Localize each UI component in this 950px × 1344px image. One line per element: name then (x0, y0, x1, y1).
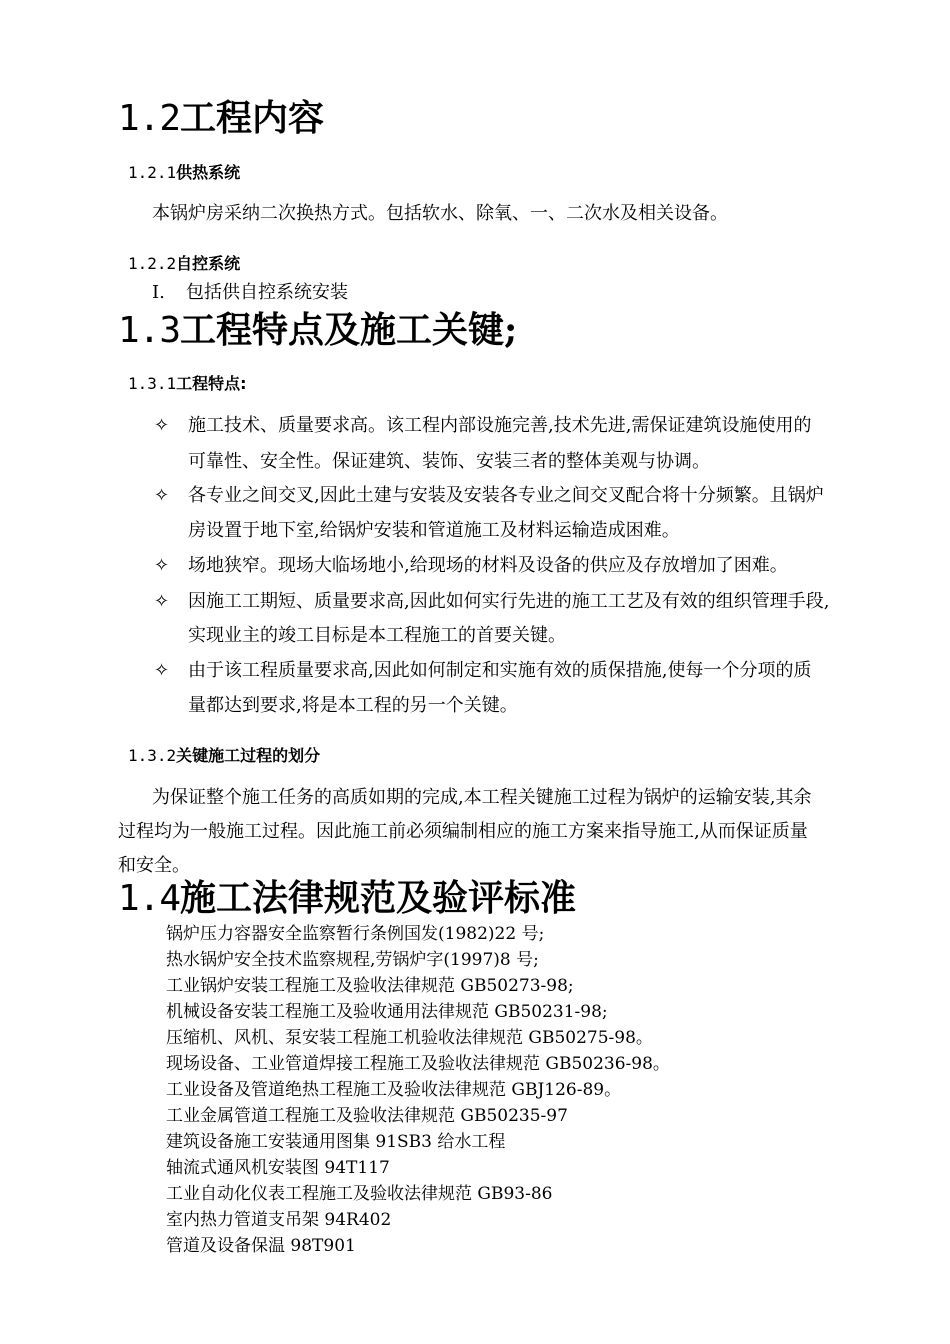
standard-item: 现场设备、工业管道焊接工程施工及验收法律规范 GB50236-98。 (166, 1054, 670, 1074)
list-item-text: 包括供自控系统安装 (186, 282, 348, 303)
section-title: 施工法律规范及验评标准 (180, 877, 577, 919)
section-title: 工程内容 (180, 97, 325, 139)
section-1-3-heading (118, 310, 517, 351)
section-1-4-heading (118, 878, 576, 919)
bullet-line: 房设置于地下室,给锅炉安装和管道施工及材料运输造成困难。 (188, 520, 680, 541)
subsection-number: 1.3.1 (128, 374, 177, 393)
paragraph-line: 过程均为一般施工过程。因此施工前必须编制相应的施工方案来指导施工,从而保证质量 (118, 821, 808, 842)
diamond-bullet-icon: ✧ (154, 591, 170, 612)
standard-item: 工业金属管道工程施工及验收法律规范 GB50235-97 (166, 1106, 568, 1126)
standard-item: 工业设备及管道绝热工程施工及验收法律规范 GBJ126-89。 (166, 1080, 622, 1100)
subsection-1-3-2-heading (128, 746, 320, 766)
paragraph-line: 为保证整个施工任务的高质如期的完成,本工程关键施工过程为锅炉的运输安装,其余 (152, 787, 812, 808)
bullet-line: 各专业之间交叉,因此土建与安装及安装各专业之间交叉配合将十分频繁。且锅炉 (188, 485, 824, 506)
diamond-bullet-icon: ✧ (154, 485, 170, 506)
bullet-line: 实现业主的竣工目标是本工程施工的首要关键。 (188, 625, 566, 646)
subsection-number: 1.2.2 (128, 254, 177, 273)
standard-item: 压缩机、风机、泵安装工程施工机验收法律规范 GB50275-98。 (166, 1028, 653, 1048)
list-marker: I. (152, 282, 165, 303)
standard-item: 轴流式通风机安装图 94T117 (166, 1158, 390, 1178)
paragraph-line: 和安全。 (118, 855, 190, 876)
paragraph-heating: 本锅炉房采纳二次换热方式。包括软水、除氧、一、二次水及相关设备。 (152, 203, 728, 224)
section-number: 1.3 (118, 310, 181, 351)
standard-item: 建筑设备施工安装通用图集 91SB3 给水工程 (166, 1132, 506, 1152)
subsection-title: 自控系统 (176, 254, 241, 273)
subsection-title: 关键施工过程的划分 (176, 746, 321, 765)
bullet-line: 场地狭窄。现场大临场地小,给现场的材料及设备的供应及存放增加了困难。 (188, 555, 788, 576)
section-number: 1.2 (118, 98, 181, 139)
subsection-1-2-1-heading (128, 163, 240, 183)
subsection-number: 1.3.2 (128, 746, 177, 765)
subsection-number: 1.2.1 (128, 163, 177, 182)
standard-item: 管道及设备保温 98T901 (166, 1236, 356, 1256)
bullet-line: 量都达到要求,将是本工程的另一个关键。 (188, 695, 518, 716)
subsection-title: 工程特点: (176, 374, 247, 393)
section-title: 工程特点及施工关键; (180, 309, 518, 351)
bullet-line: 因施工工期短、质量要求高,因此如何实行先进的施工工艺及有效的组织管理手段, (188, 591, 830, 612)
list-item-control (152, 281, 348, 305)
diamond-bullet-icon: ✧ (154, 415, 170, 436)
section-number: 1.4 (118, 878, 181, 919)
bullet-line: 施工技术、质量要求高。该工程内部设施完善,技术先进,需保证建筑设施使用的 (188, 415, 812, 436)
bullet-line: 可靠性、安全性。保证建筑、装饰、安装三者的整体美观与协调。 (188, 451, 710, 472)
standard-item: 机械设备安装工程施工及验收通用法律规范 GB50231-98; (166, 1002, 608, 1022)
standard-item: 工业自动化仪表工程施工及验收法律规范 GB93-86 (166, 1184, 553, 1204)
standard-item: 锅炉压力容器安全监察暂行条例国发(1982)22 号; (166, 924, 545, 944)
standard-item: 室内热力管道支吊架 94R402 (166, 1210, 392, 1230)
subsection-1-2-2-heading (128, 254, 240, 274)
standard-item: 热水锅炉安全技术监察规程,劳锅炉字(1997)8 号; (166, 950, 539, 970)
bullet-line: 由于该工程质量要求高,因此如何制定和实施有效的质保措施,使每一个分项的质 (188, 660, 812, 681)
diamond-bullet-icon: ✧ (154, 555, 170, 576)
standard-item: 工业锅炉安装工程施工及验收法律规范 GB50273-98; (166, 976, 574, 996)
subsection-1-3-1-heading (128, 374, 247, 394)
diamond-bullet-icon: ✧ (154, 660, 170, 681)
section-1-2-heading (118, 98, 324, 139)
subsection-title: 供热系统 (176, 163, 241, 182)
